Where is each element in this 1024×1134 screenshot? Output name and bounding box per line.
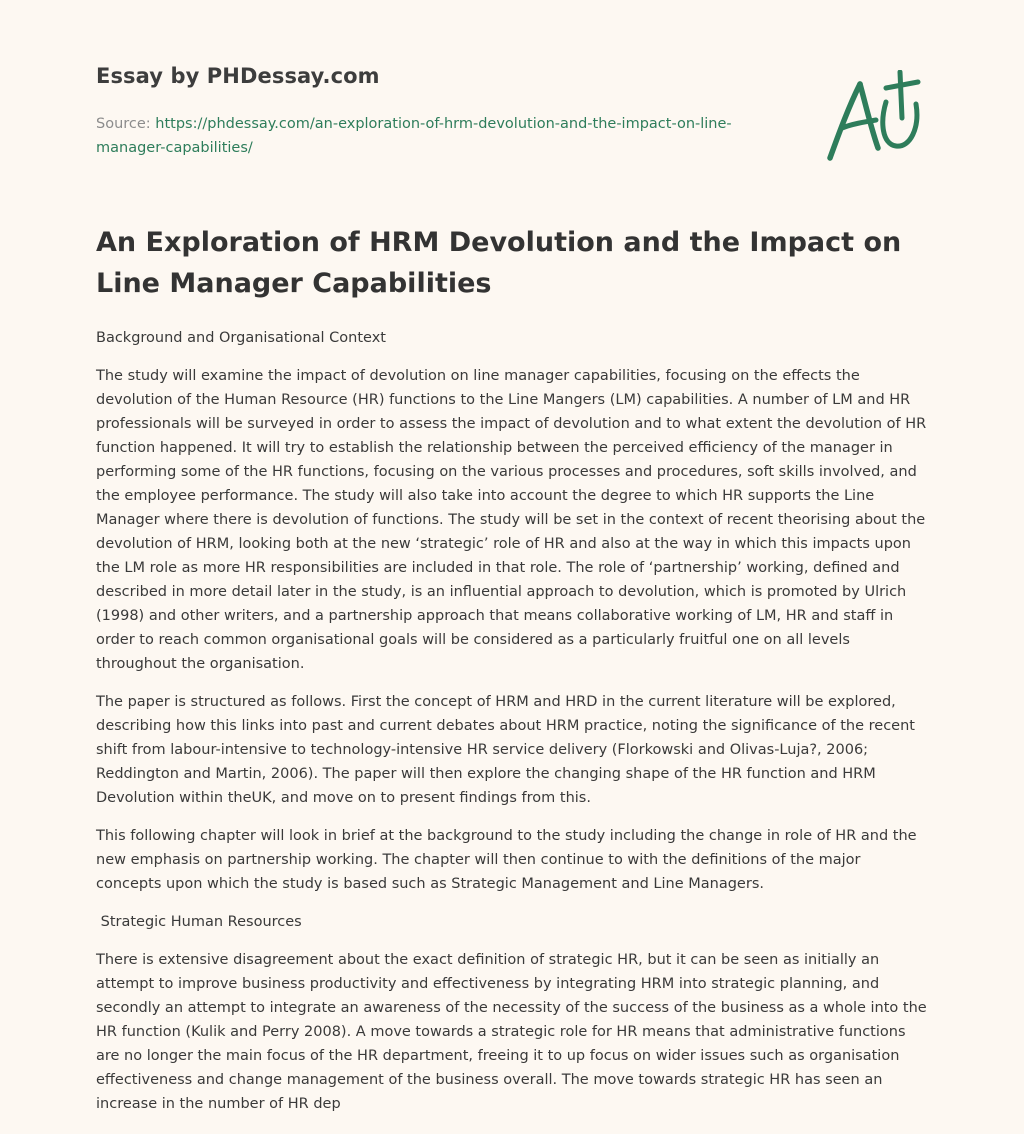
- paragraph: The paper is structured as follows. First the concept of HRM and HRD in the current literature will be explored, describing how this links into past and current debates about HRM practice, noting the significance of the recent shift from labour-intensive to technology-intensive HR service delivery (Florkowski and Olivas-Luja?, 2006; Reddington and Martin, 2006). The paper will then explore the changing shape of the HR function and HRM Devolution within theUK, and move on to present findings from this.: [96, 694, 915, 806]
- source-label: Source:: [96, 116, 151, 132]
- paragraph: The study will examine the impact of devolution on line manager capabilities, focusing on the effects the devolution of the Human Resource (HR) functions to the Line Mangers (LM) capabilities. A number of LM and HR professionals will be surveyed in order to assess the impact of devolution and to what extent the devolution of HR function happened. It will try to establish the relationship between the perceived efficiency of the manager in performing some of the HR functions, focusing on the various processes and procedures, soft skills involved, and the employee performance. The study will also take into account the degree to which HR supports the Line Manager where there is devolution of functions. The study will be set in the context of recent theorising about the devolution of HRM, looking both at the new ‘strategic’ role of HR and also at the way in which this impacts upon the LM role as more HR responsibilities are included in that role. The role of ‘partnership’ working, defined and described in more detail later in the study, is an influential approach to devolution, which is promoted by Ulrich (1998) and other writers, and a partnership approach that means collaborative working of LM, HR and staff in order to reach common organisational goals will be considered as a particularly fruitful one on all levels throughout the organisation.: [96, 368, 927, 672]
- article-title: An Exploration of HRM Devolution and the Impact on Line Manager Capabilities: [96, 227, 902, 299]
- source-link[interactable]: https://phdessay.com/an-exploration-of-hrm-devolution-and-the-impact-on-line-manager-capabilities/: [96, 116, 732, 156]
- paragraph: There is extensive disagreement about the exact definition of strategic HR, but it can be seen as initially an attempt to improve business productivity and effectiveness by integrating HRM into strategic planning, and secondly an attempt to integrate an awareness of the necessity of the success of the business as a whole into the HR function (Kulik and Perry 2008). A move towards a strategic role for HR means that administrative functions are no longer the main focus of the HR department, freeing it to up focus on wider issues such as organisation effectiveness and change management of the business overall. The move towards strategic HR has seen an increase in the number of HR dep: [96, 952, 927, 1112]
- article-body: [96, 326, 930, 1130]
- site-title: Essay by PHDessay.com: [96, 64, 380, 88]
- section-heading: Background and Organisational Context: [96, 330, 386, 346]
- paragraph: This following chapter will look in brief at the background to the study including the change in role of HR and the new emphasis on partnership working. The chapter will then continue to with the definitions of the major concepts upon which the study is based such as Strategic Management and Line Managers.: [96, 828, 917, 892]
- section-heading: Strategic Human Resources: [96, 914, 302, 930]
- a-plus-logo-icon: [824, 70, 924, 162]
- source-line: [96, 112, 796, 160]
